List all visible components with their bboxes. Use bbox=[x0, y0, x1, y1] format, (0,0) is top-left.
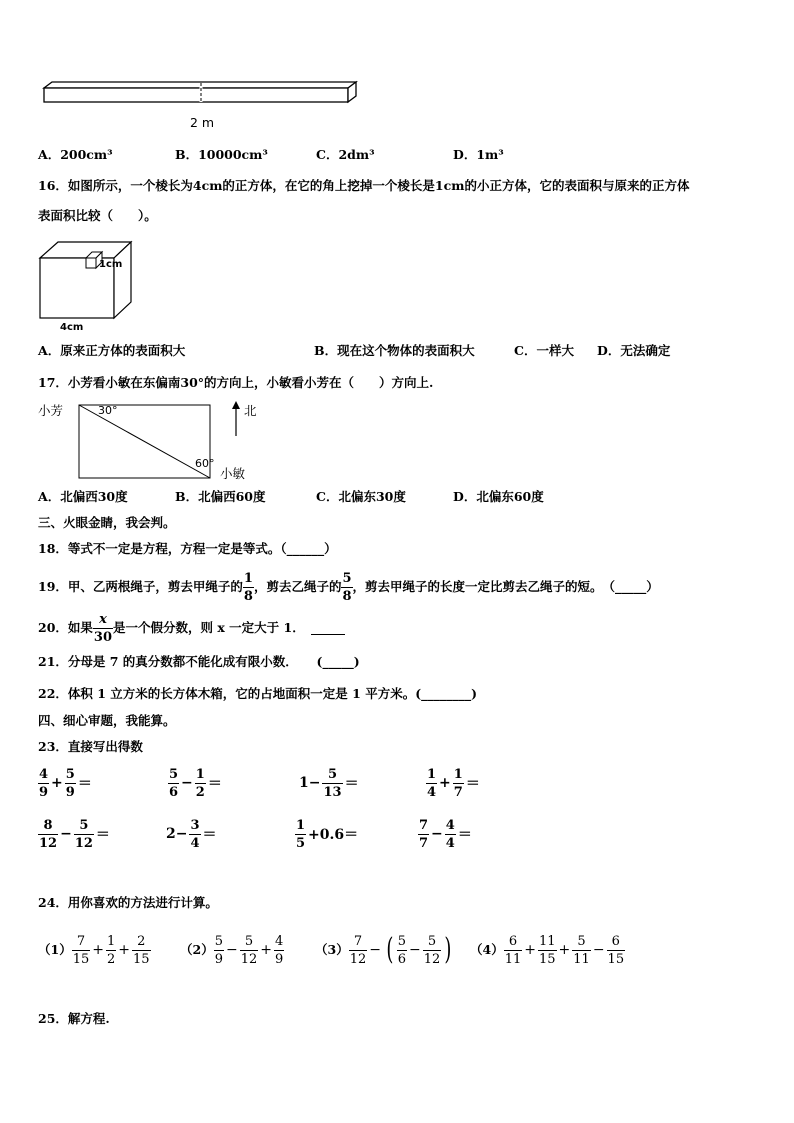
fraction: $\frac{5}{12}$ bbox=[423, 933, 441, 967]
label-xiaofang: 小芳 bbox=[38, 403, 64, 418]
q19-part3: ，剪去甲绳子的长度一定比剪去乙绳子的短。 （_____） bbox=[352, 579, 659, 594]
q15-option-b: B．10000cm³ bbox=[175, 147, 268, 162]
q16-option-a: A．原来正方体的表面积大 bbox=[38, 343, 186, 358]
q16-text-line1: 16．如图所示，一个棱长为4cm的正方体，在它的角上挖掉一个棱长是1cm的小正方体，它的表面积与原来的正方体 bbox=[38, 178, 690, 193]
q25-text: 25．解方程. bbox=[38, 1011, 110, 1026]
fraction: $\frac{7}{15}$ bbox=[72, 933, 90, 967]
cube-figure bbox=[36, 236, 146, 336]
q24-expr-2: （2） $\frac{5}{9}$ − $\frac{5}{12}$ + $\frac{4}{9}$ bbox=[180, 933, 284, 967]
q17-option-c: C．北偏东30度 bbox=[316, 489, 406, 504]
q21-text: 21．分母是 7 的真分数都不能化成有限小数． (_____) bbox=[38, 654, 360, 669]
bar-figure bbox=[38, 78, 368, 136]
q18-text: 18．等式不一定是方程，方程一定是等式。（______） bbox=[38, 541, 337, 556]
angle-30: 30° bbox=[98, 404, 118, 417]
fraction: $\frac{1}{8}$ bbox=[243, 570, 253, 604]
q17-option-a: A．北偏西30度 bbox=[38, 489, 128, 504]
q15-option-c: C．2dm³ bbox=[316, 147, 375, 162]
fraction: $\frac{3}{4}$ bbox=[190, 817, 200, 851]
section-3-heading: 三、火眼金睛，我会判。 bbox=[38, 515, 176, 530]
q24-expr-3: （3） $\frac{7}{12}$ − ( $\frac{5}{6}$ − $\frac{5}{12}$ ) bbox=[315, 932, 452, 967]
fraction: $\frac{6}{11}$ bbox=[504, 933, 522, 967]
fraction: $\frac{5}{13}$ bbox=[323, 766, 342, 800]
fraction: $\frac{4}{9}$ bbox=[39, 766, 49, 800]
q19-part2: ，剪去乙绳子的 bbox=[253, 579, 342, 594]
q23-item: 1− $\frac{5}{13}$ ＝ bbox=[299, 766, 359, 800]
q16-option-b: B．现在这个物体的表面积大 bbox=[314, 343, 475, 358]
q24-title: 24．用你喜欢的方法进行计算。 bbox=[38, 895, 218, 910]
q19-part1: 19．甲、乙两根绳子，剪去甲绳子的 bbox=[38, 579, 243, 594]
q23-item: $\frac{1}{5}$ +0.6＝ bbox=[296, 817, 359, 851]
fraction: $\frac{5}{11}$ bbox=[573, 933, 590, 967]
q16-option-c: C．一样大 bbox=[514, 343, 574, 358]
fraction: $\frac{11}{15}$ bbox=[538, 933, 556, 967]
fraction: $\frac{5}{12}$ bbox=[74, 817, 93, 851]
q23-title: 23．直接写出得数 bbox=[38, 739, 143, 754]
fraction: $\frac{1}{5}$ bbox=[296, 817, 306, 851]
fraction: $\frac{6}{15}$ bbox=[607, 933, 625, 967]
fraction: $\frac{5}{12}$ bbox=[240, 933, 258, 967]
answer-blank[interactable] bbox=[311, 622, 345, 635]
fraction: $\frac{7}{7}$ bbox=[419, 817, 429, 851]
q19-line bbox=[38, 567, 659, 607]
fraction: $\frac{1}{2}$ bbox=[106, 933, 116, 967]
q17-option-d: D．北偏东60度 bbox=[453, 489, 544, 504]
section-4-heading: 四、细心审题，我能算。 bbox=[38, 713, 176, 728]
q24-expr-4: （4） $\frac{6}{11}$ + $\frac{11}{15}$ + $\frac{5}{11}$ − $\frac{6}{15}$ bbox=[470, 933, 625, 967]
q23-item: $\frac{8}{12}$ − $\frac{5}{12}$ ＝ bbox=[39, 817, 110, 851]
fraction: $\frac{x}{30}$ bbox=[93, 611, 112, 645]
q17-text: 17．小芳看小敏在东偏南30°的方向上，小敏看小芳在（ ）方向上. bbox=[38, 375, 434, 390]
north-label: 北 bbox=[244, 403, 257, 418]
fraction: $\frac{1}{7}$ bbox=[453, 766, 463, 800]
q16-text-line2: 表面积比较（ ）。 bbox=[38, 208, 157, 223]
fraction: $\frac{8}{12}$ bbox=[39, 817, 58, 851]
q23-item: $\frac{1}{4}$ + $\frac{1}{7}$ ＝ bbox=[427, 766, 480, 800]
q24-expr-1: （1） $\frac{7}{15}$ + $\frac{1}{2}$ + $\frac{2}{15}$ bbox=[38, 933, 150, 967]
cube-big-label: 4cm bbox=[60, 322, 84, 333]
fraction: $\frac{1}{4}$ bbox=[427, 766, 437, 800]
q20-part1: 20．如果 bbox=[38, 620, 93, 635]
q23-item: $\frac{7}{7}$ − $\frac{4}{4}$ ＝ bbox=[419, 817, 472, 851]
q20-line bbox=[38, 610, 345, 646]
q20-part2: 是一个假分数，则 x 一定大于 1． bbox=[113, 620, 305, 635]
fraction: $\frac{5}{6}$ bbox=[397, 933, 406, 967]
q23-item: $\frac{5}{6}$ − $\frac{1}{2}$ ＝ bbox=[169, 766, 222, 800]
q22-text: 22．体积 1 立方米的长方体木箱，它的占地面积一定是 1 平方米。(________) bbox=[38, 686, 478, 701]
fraction: $\frac{7}{12}$ bbox=[349, 933, 367, 967]
fraction: $\frac{5}{9}$ bbox=[65, 766, 75, 800]
fraction: $\frac{5}{6}$ bbox=[169, 766, 179, 800]
fraction: $\frac{2}{15}$ bbox=[133, 933, 150, 967]
q15-option-a: A．200cm³ bbox=[38, 147, 113, 162]
fraction: $\frac{4}{9}$ bbox=[275, 933, 284, 967]
fraction: $\frac{1}{2}$ bbox=[195, 766, 205, 800]
fraction: $\frac{5}{9}$ bbox=[214, 933, 223, 967]
q16-option-d: D．无法确定 bbox=[597, 343, 671, 358]
label-xiaomin: 小敏 bbox=[220, 466, 246, 481]
q17-option-b: B．北偏西60度 bbox=[175, 489, 266, 504]
q15-option-d: D．1m³ bbox=[453, 147, 504, 162]
fraction: $\frac{5}{8}$ bbox=[342, 570, 352, 604]
cube-small-label: 1cm bbox=[99, 259, 123, 270]
angle-60: 60° bbox=[195, 457, 215, 470]
q23-item: $\frac{4}{9}$ + $\frac{5}{9}$ ＝ bbox=[39, 766, 92, 800]
bar-length-label: 2 m bbox=[190, 115, 215, 130]
q23-item: 2− $\frac{3}{4}$ ＝ bbox=[166, 817, 217, 851]
direction-figure bbox=[36, 396, 266, 484]
fraction: $\frac{4}{4}$ bbox=[445, 817, 455, 851]
